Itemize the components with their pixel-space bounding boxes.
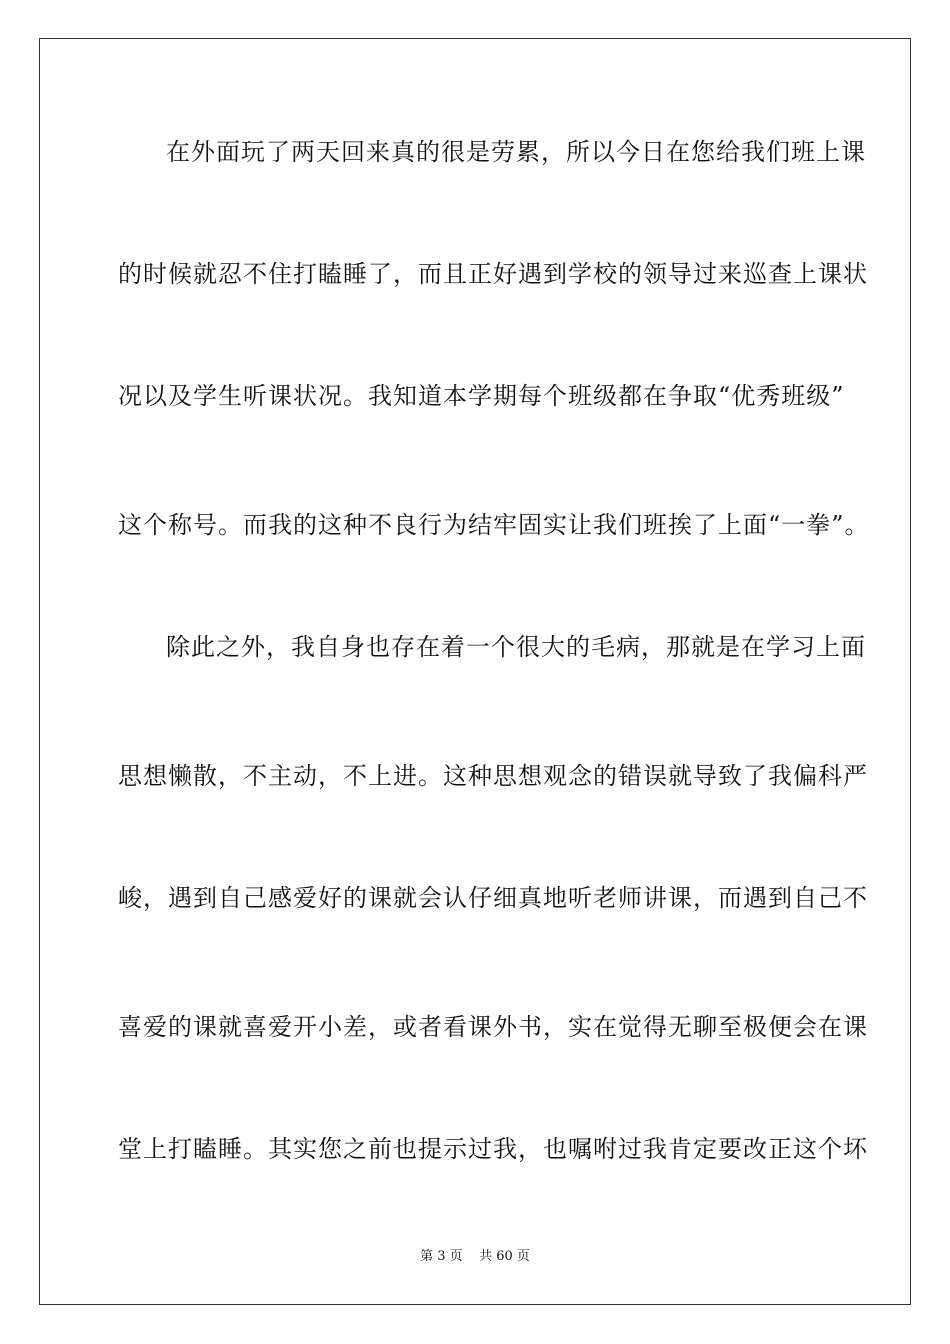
paragraph-1-line-1: 在外面玩了两天回来真的很是劳累，所以今日在您给我们班上课	[166, 138, 866, 166]
paragraph-1-line-2: 的时候就忍不住打瞌睡了，而且正好遇到学校的领导过来巡查上课状	[118, 260, 868, 288]
page-border	[39, 38, 911, 1305]
paragraph-2-line-1: 除此之外，我自身也存在着一个很大的毛病，那就是在学习上面	[166, 633, 866, 661]
paragraph-1-line-4: 这个称号。而我的这种不良行为结牢固实让我们班挨了上面“一拳”。	[118, 511, 870, 539]
page-number-footer: 第 3 页 共 60 页	[420, 1249, 530, 1264]
paragraph-2-line-4: 喜爱的课就喜爱开小差，或者看课外书，实在觉得无聊至极便会在课	[118, 1013, 868, 1041]
paragraph-2-line-3: 峻，遇到自己感爱好的课就会认仔细真地听老师讲课，而遇到自己不	[118, 884, 868, 912]
paragraph-2-line-2: 思想懒散，不主动，不上进。这种思想观念的错误就导致了我偏科严	[118, 762, 868, 790]
paragraph-1-line-3: 况以及学生听课状况。我知道本学期每个班级都在争取“优秀班级”	[118, 382, 845, 410]
paragraph-2-line-5: 堂上打瞌睡。其实您之前也提示过我，也嘱咐过我肯定要改正这个坏	[118, 1135, 868, 1163]
